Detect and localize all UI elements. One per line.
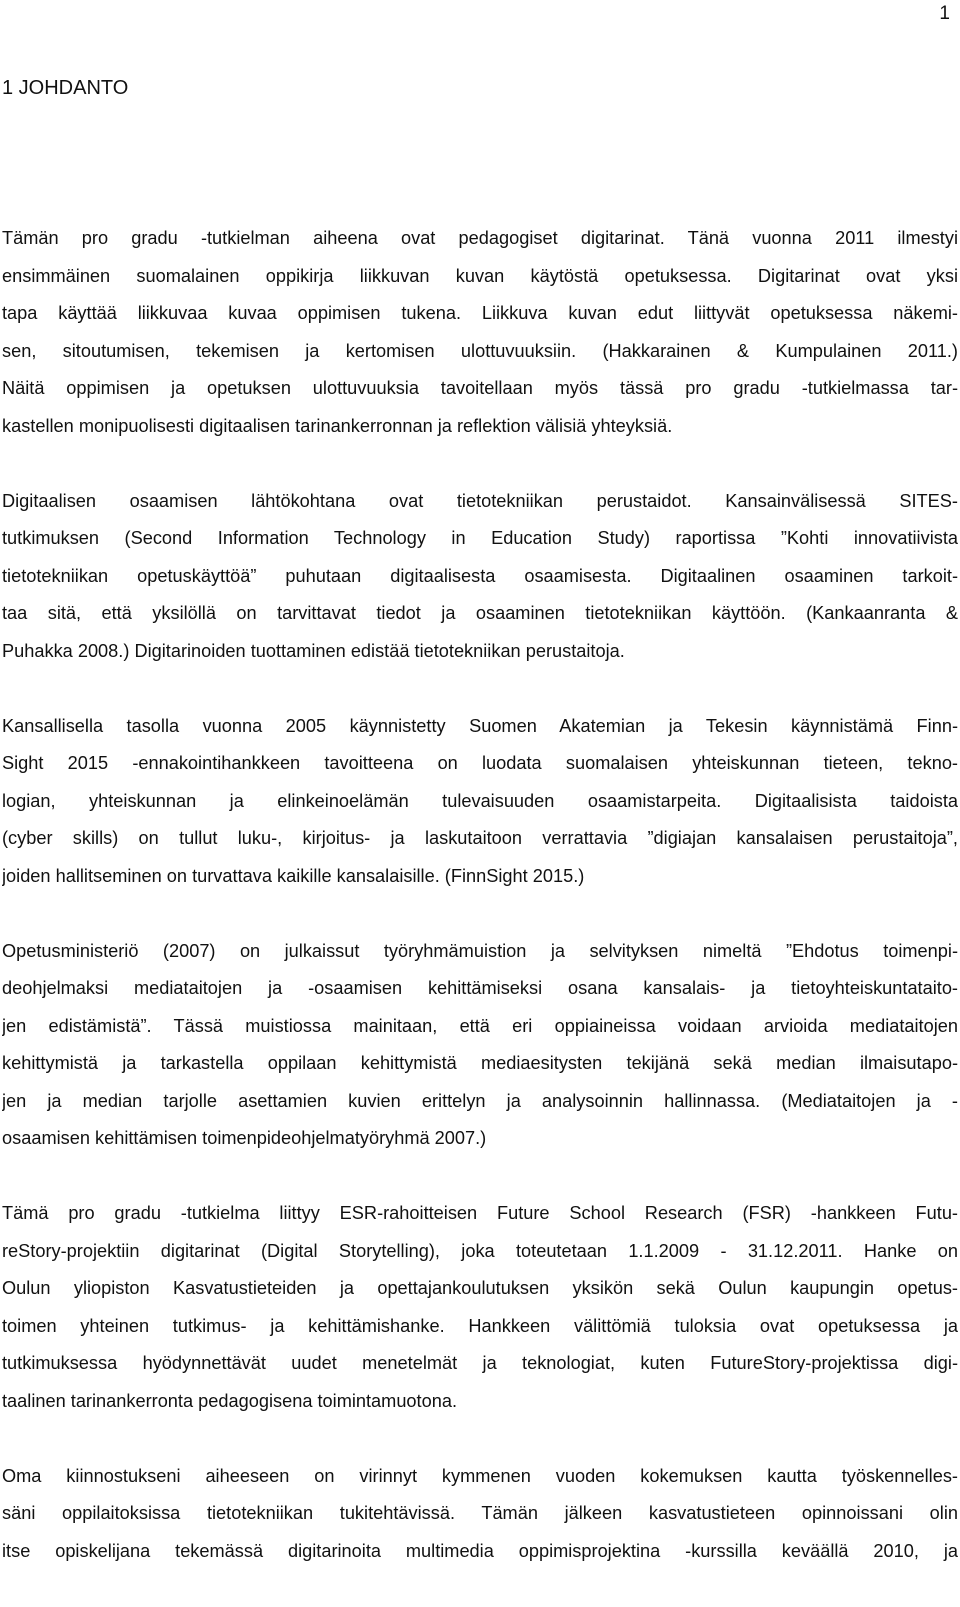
text-line: logian, yhteiskunnan ja elinkeinoelämän tulevaisuuden osaamistarpeita. Digitaalisista taidoista — [2, 790, 958, 811]
text-line: taa sitä, että yksilöllä on tarvittavat tiedot ja osaaminen tietotekniikan käyttöön. (Kankaanranta & — [2, 603, 958, 624]
chapter-heading: 1 JOHDANTO — [2, 77, 129, 99]
text-line: itse opiskelijana tekemässä digitarinoita multimedia oppimisprojektina -kurssilla keväällä 2010, ja — [2, 1540, 958, 1561]
text-line: Tämän pro gradu -tutkielman aiheena ovat pedagogiset digitarinat. Tänä vuonna 2011 ilmestyi — [2, 228, 958, 248]
paragraph-1 — [2, 220, 958, 446]
text-line: osaamisen kehittämisen toimenpideohjelmatyöryhmä 2007.) — [2, 1128, 487, 1149]
text-line: jen ja median tarjolle asettamien kuvien erittelyn ja analysoinnin hallinnassa. (Mediataitojen ja - — [2, 1090, 958, 1111]
text-line: ensimmäinen suomalainen oppikirja liikkuvan kuvan käytöstä opetuksessa. Digitarinat ovat yksi — [2, 265, 958, 286]
text-line: jen edistämistä”. Tässä muistiossa mainitaan, että eri oppiaineissa voidaan arvioida mediataitojen — [2, 1015, 958, 1036]
text-line: kehittymistä ja tarkastella oppilaan kehittymistä mediaesitysten tekijänä sekä median ilmaisutapo- — [2, 1053, 958, 1074]
text-line: säni oppilaitoksissa tietotekniikan tukitehtävissä. Tämän jälkeen kasvatustieteen opinnoissani olin — [2, 1503, 958, 1524]
text-line: joiden hallitseminen on turvattava kaikille kansalaisille. (FinnSight 2015.) — [2, 865, 585, 886]
text-line: deohjelmaksi mediataitojen ja -osaamisen kehittämiseksi osana kansalais- ja tietoyhteiskuntataito- — [2, 978, 958, 999]
text-line: kastellen monipuolisesti digitaalisen tarinankerronnan ja reflektion välisiä yhteyksiä. — [2, 415, 673, 436]
text-line: Digitaalisen osaamisen lähtökohtana ovat tietotekniikan perustaidot. Kansainvälisessä SITES- — [2, 490, 958, 511]
text-line: (cyber skills) on tullut luku-, kirjoitus- ja laskutaitoon verrattavia ”digiajan kansalaisen perustaitoja”, — [2, 828, 958, 849]
text-line: toimen yhteinen tutkimus- ja kehittämishanke. Hankkeen välittömiä tuloksia ovat opetuksessa ja — [2, 1315, 958, 1336]
paragraph-2 — [2, 483, 958, 671]
paragraph-3 — [2, 708, 958, 896]
page-number: 1 — [939, 3, 950, 24]
body-text — [2, 220, 958, 1607]
text-line: Opetusministeriö (2007) on julkaissut työryhmämuistion ja selvityksen nimeltä ”Ehdotus toimenpi- — [2, 940, 958, 961]
text-line: Kansallisella tasolla vuonna 2005 käynnistetty Suomen Akatemian ja Tekesin käynnistämä Finn- — [2, 715, 958, 736]
text-line: Oma kiinnostukseni aiheeseen on virinnyt kymmenen vuoden kokemuksen kautta työskennelles- — [2, 1465, 958, 1486]
text-line: Sight 2015 -ennakointihankkeen tavoitteena on luodata suomalaisen yhteiskunnan tieteen, tekno- — [2, 753, 958, 774]
text-line: Näitä oppimisen ja opetuksen ulottuvuuksia tavoitellaan myös tässä pro gradu -tutkielmassa tar- — [2, 378, 958, 399]
text-line: Tämä pro gradu -tutkielma liittyy ESR-rahoitteisen Future School Research (FSR) -hankkeen Futu- — [2, 1203, 958, 1224]
paragraph-5 — [2, 1195, 958, 1421]
text-line: tutkimuksen (Second Information Technology in Education Study) raportissa ”Kohti innovatiivista — [2, 528, 958, 549]
paragraph-4 — [2, 933, 958, 1159]
text-line: reStory-projektiin digitarinat (Digital Storytelling), joka toteutetaan 1.1.2009 - 31.12.2011. Hanke on — [2, 1240, 958, 1261]
text-line: tietotekniikan opetuskäyttöä” puhutaan digitaalisesta osaamisesta. Digitaalinen osaaminen tarkoit- — [2, 565, 958, 586]
text-line: Puhakka 2008.) Digitarinoiden tuottaminen edistää tietotekniikan perustaitoja. — [2, 640, 625, 661]
text-line: sen, sitoutumisen, tekemisen ja kertomisen ulottuvuuksiin. (Hakkarainen & Kumpulainen 2011.) — [2, 340, 958, 361]
paragraph-6 — [2, 1458, 958, 1571]
text-line: tutkimuksessa hyödynnettävät uudet menetelmät ja teknologiat, kuten FutureStory-projektissa digi- — [2, 1353, 958, 1374]
text-line: Oulun yliopiston Kasvatustieteiden ja opettajankoulutuksen yksikön sekä Oulun kaupungin opetus- — [2, 1278, 958, 1299]
text-line: taalinen tarinankerronta pedagogisena toimintamuotona. — [2, 1391, 457, 1412]
text-line: tapa käyttää liikkuvaa kuvaa oppimisen tukena. Liikkuva kuvan edut liittyvät opetuksessa näkemi- — [2, 303, 958, 324]
